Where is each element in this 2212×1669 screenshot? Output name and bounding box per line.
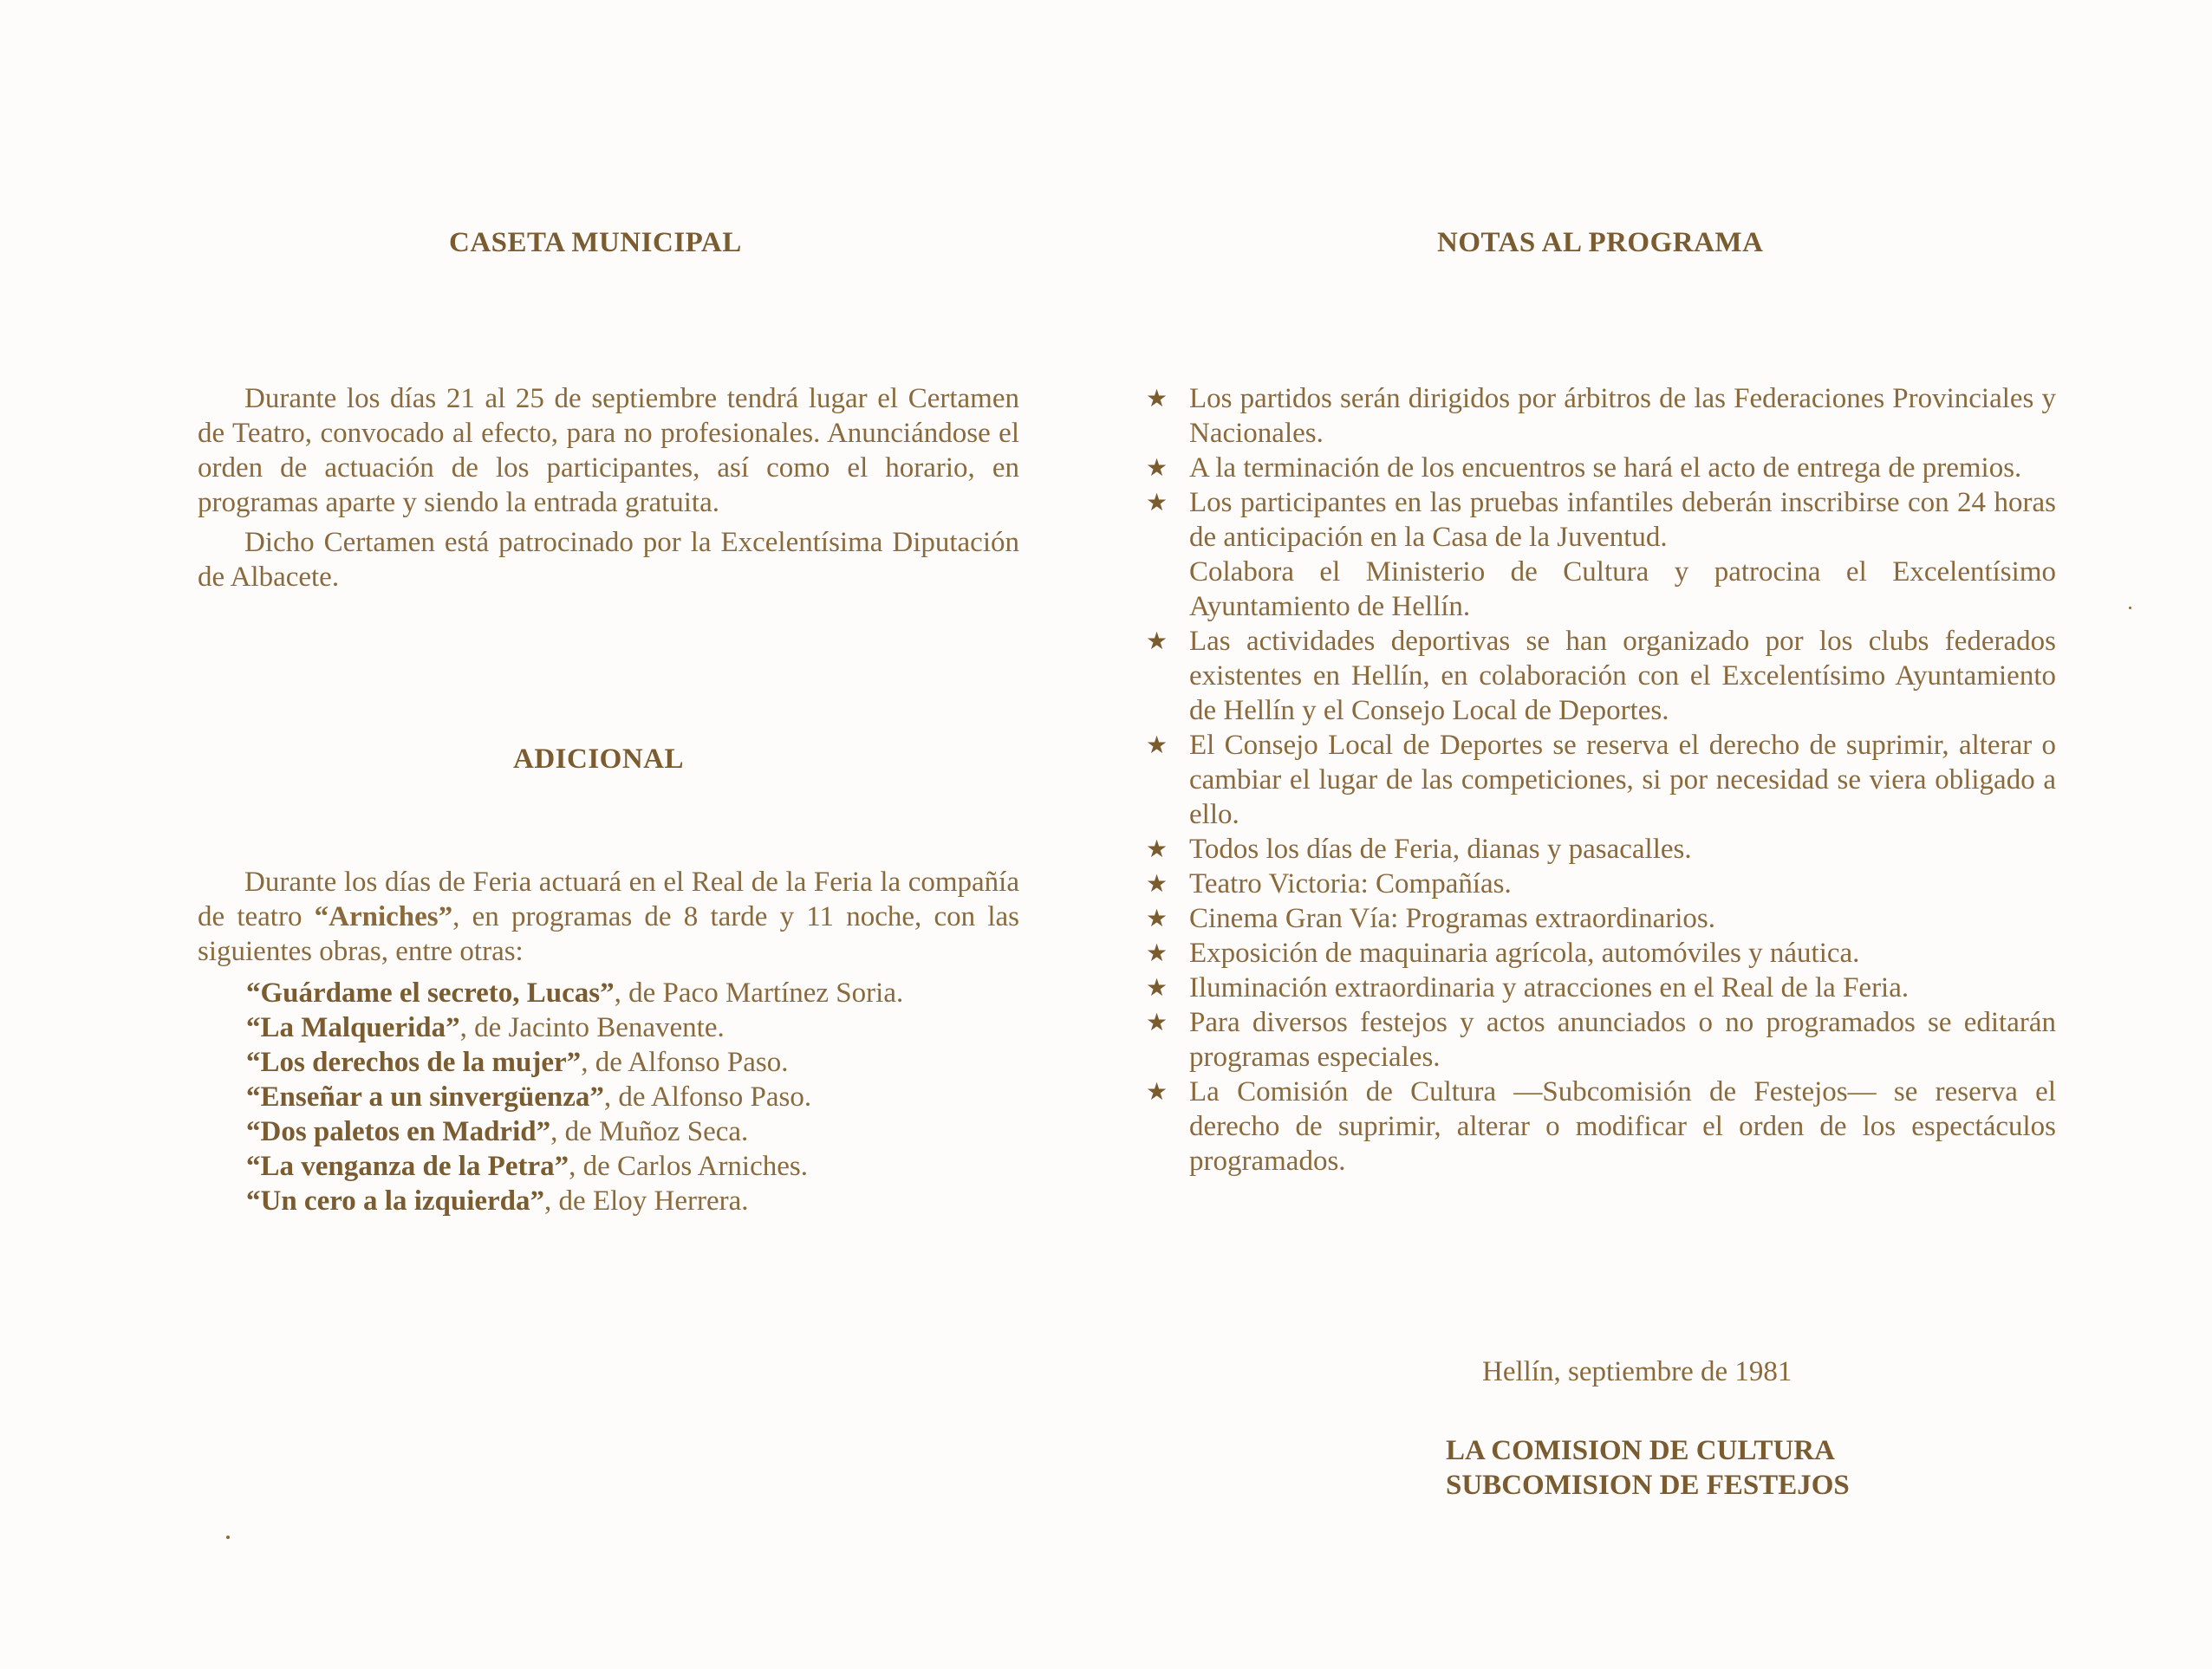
list-item — [246, 1045, 1019, 1080]
list-item — [246, 1114, 1019, 1149]
notas-al-programa-heading: NOTAS AL PROGRAMA — [1437, 227, 1764, 258]
list-item — [1146, 867, 2056, 901]
note-text: Iluminación extraordinaria y atracciones en el Real de la Feria. — [1189, 972, 1909, 1003]
list-item — [1146, 971, 2056, 1005]
list-item — [1146, 728, 2056, 832]
note-text: Para diversos festejos y actos anunciados o no programados se editarán programas especiales. — [1189, 1007, 2056, 1073]
company-name: “Arniches” — [314, 901, 453, 932]
signature-block — [1446, 1433, 1850, 1503]
note-text: Todos los días de Feria, dianas y pasacalles. — [1189, 834, 1692, 865]
star-icon: ★ — [1146, 488, 1168, 516]
play-author: , de Alfonso Paso. — [581, 1047, 789, 1078]
caseta-paragraph-1: Durante los días 21 al 25 de septiembre tendrá lugar el Certamen de Teatro, convocado al efecto, para no profesionales. Anunciándose el orden de actuación de los participantes, así como el horario, en programas aparte y siendo la entrada gratuita. — [198, 383, 1019, 518]
play-title: “Los derechos de la mujer” — [246, 1047, 582, 1078]
note-text: La Comisión de Cultura —Subcomisión de Festejos— se reserva el derecho de suprimir, alterar o modificar el orden de los espectáculos programados. — [1189, 1076, 2056, 1177]
star-icon: ★ — [1146, 973, 1168, 1002]
star-icon: ★ — [1146, 938, 1168, 967]
place-date: Hellín, septiembre de 1981 — [1482, 1356, 1792, 1387]
star-icon: ★ — [1146, 834, 1168, 863]
note-text: Exposición de maquinaria agrícola, automóviles y náutica. — [1189, 938, 1860, 969]
star-icon: ★ — [1146, 453, 1168, 482]
list-item — [246, 1010, 1019, 1045]
list-item — [246, 976, 1019, 1010]
play-author: , de Eloy Herrera. — [544, 1185, 749, 1217]
adicional-text-a: Durante los días de Feria actuará en el Real de la Feria la compañía de teatro — [198, 867, 1019, 932]
signature-line-1: LA COMISION DE CULTURA — [1446, 1435, 1835, 1466]
list-item — [246, 1080, 1019, 1114]
note-text: Cinema Gran Vía: Programas extraordinarios. — [1189, 903, 1715, 934]
note-text: Los participantes en las pruebas infantiles deberán inscribirse con 24 horas de anticipación en la Casa de la Juventud. — [1189, 487, 2056, 553]
list-item — [1146, 451, 2056, 485]
star-icon: ★ — [1146, 1077, 1168, 1106]
play-title: “Guárdame el secreto, Lucas” — [246, 977, 615, 1009]
play-author: , de Jacinto Benavente. — [459, 1012, 725, 1043]
list-item — [1146, 381, 2056, 451]
list-item — [1146, 1075, 2056, 1179]
list-item — [1146, 485, 2056, 624]
star-icon: ★ — [1146, 1008, 1168, 1036]
paper-speck — [2129, 607, 2131, 609]
star-icon: ★ — [1146, 627, 1168, 655]
adicional-heading: ADICIONAL — [513, 744, 685, 775]
caseta-municipal-heading: CASETA MUNICIPAL — [449, 227, 742, 258]
play-title: “Enseñar a un sinvergüenza” — [246, 1081, 604, 1113]
play-title: “La venganza de la Petra” — [246, 1151, 569, 1182]
play-author: , de Paco Martínez Soria. — [614, 977, 904, 1009]
star-icon: ★ — [1146, 384, 1168, 412]
star-icon: ★ — [1146, 869, 1168, 898]
note-text: El Consejo Local de Deportes se reserva el derecho de suprimir, alterar o cambiar el lugar de las competiciones, si por necesidad se viera obligado a ello. — [1189, 730, 2056, 830]
play-author: , de Muñoz Seca. — [550, 1116, 749, 1147]
play-title: “La Malquerida” — [246, 1012, 460, 1043]
star-icon: ★ — [1146, 731, 1168, 759]
list-item — [246, 1184, 1019, 1218]
list-item — [1146, 832, 2056, 867]
note-text: Teatro Victoria: Compañías. — [1189, 868, 1512, 899]
list-item — [246, 1149, 1019, 1184]
signature-line-2: SUBCOMISION DE FESTEJOS — [1446, 1470, 1850, 1501]
play-author: , de Carlos Arniches. — [569, 1151, 808, 1182]
note-text: Las actividades deportivas se han organizado por los clubs federados existentes en Hellín, en colaboración con el Excelentísimo Ayuntamiento de Hellín y el Consejo Local de Deportes. — [1189, 626, 2056, 726]
list-item — [1146, 624, 2056, 728]
list-item — [1146, 1005, 2056, 1075]
paper-speck — [226, 1536, 230, 1539]
note-extra-text: Colabora el Ministerio de Cultura y patrocina el Excelentísimo Ayuntamiento de Hellín. — [1189, 556, 2056, 622]
notas-section — [1146, 381, 2056, 1179]
caseta-municipal-section — [198, 381, 1019, 600]
adicional-text-b: , en programas de 8 tarde y 11 noche, con las siguientes obras, entre otras: — [198, 901, 1019, 967]
play-author: , de Alfonso Paso. — [603, 1081, 812, 1113]
caseta-paragraph-2: Dicho Certamen está patrocinado por la Excelentísima Diputación de Albacete. — [198, 527, 1019, 593]
list-item — [1146, 936, 2056, 971]
note-text: A la terminación de los encuentros se hará el acto de entrega de premios. — [1189, 452, 2022, 484]
note-text: Los partidos serán dirigidos por árbitros de las Federaciones Provinciales y Nacionales. — [1189, 383, 2056, 449]
list-item — [1146, 901, 2056, 936]
play-title: “Un cero a la izquierda” — [246, 1185, 545, 1217]
notes-list — [1146, 381, 2056, 1179]
star-icon: ★ — [1146, 904, 1168, 932]
adicional-paragraph — [198, 865, 1019, 969]
play-title: “Dos paletos en Madrid” — [246, 1116, 551, 1147]
plays-list — [246, 976, 1019, 1218]
adicional-section — [198, 865, 1019, 1218]
